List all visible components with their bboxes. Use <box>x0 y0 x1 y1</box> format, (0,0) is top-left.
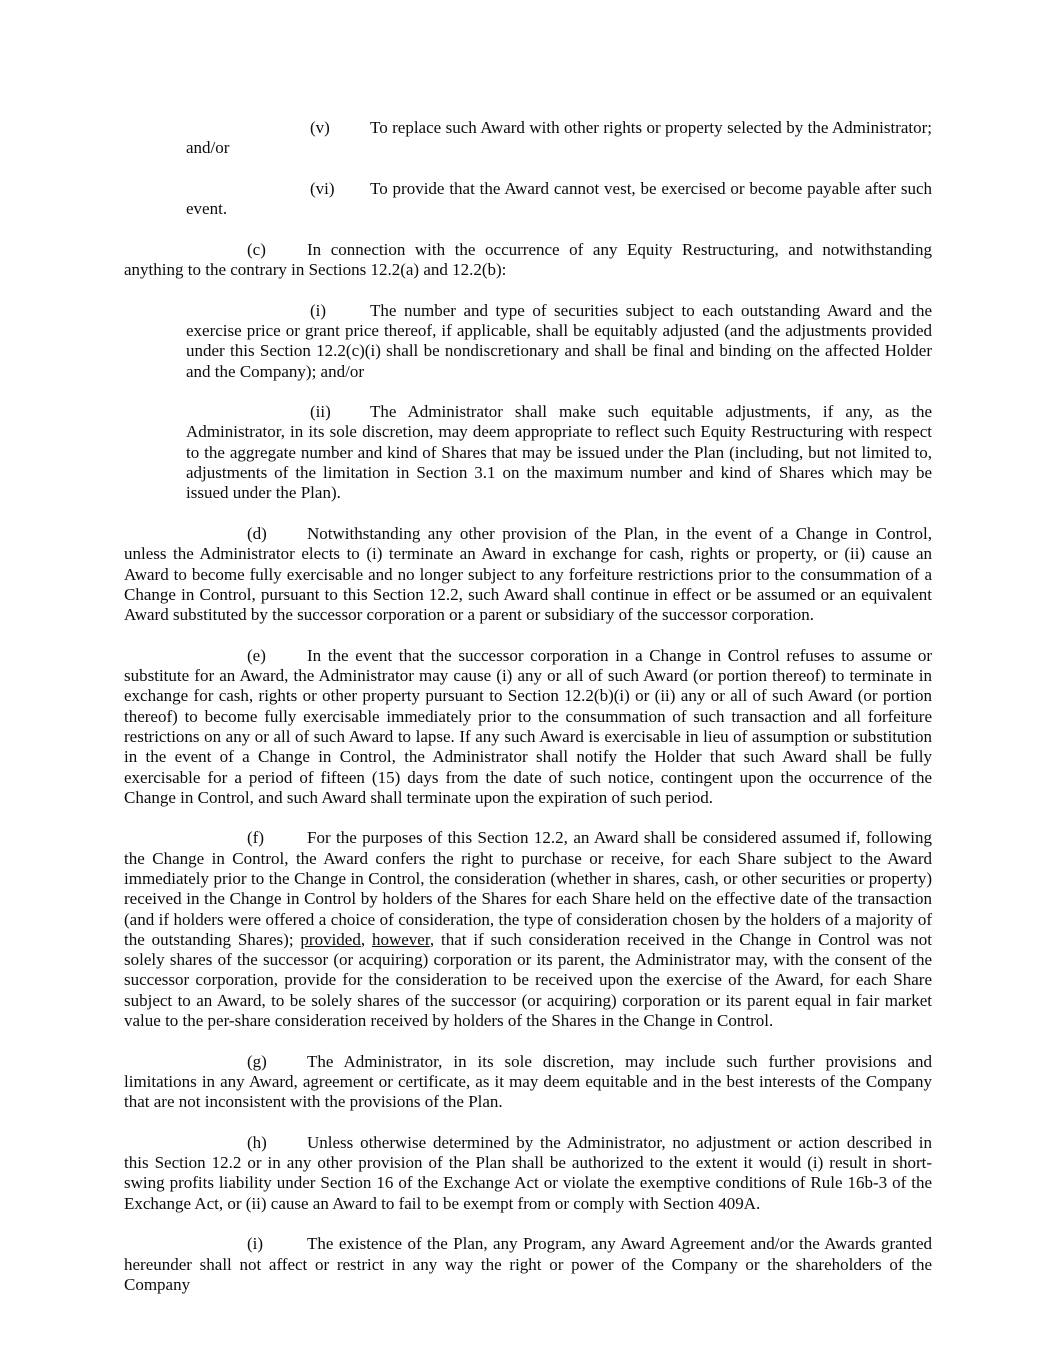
paragraph-label: (i) <box>310 300 327 320</box>
paragraph-i <box>186 301 932 382</box>
paragraph-ii <box>186 402 932 503</box>
paragraph-f <box>124 828 932 1031</box>
paragraph-text: The Administrator shall make such equitable adjustments, if any, as the Administrator, in its sole discretion, may deem appropriate to reflect such Equity Restructuring with respect to the aggregate number and kind of Shares that may be issued under the Plan (including, but not limited to, adjustments of the limitation in Section 3.1 on the maximum number and kind of Shares which may be issued under the Plan). <box>186 402 932 503</box>
paragraph-label: (vi) <box>310 178 335 198</box>
underlined-text: however <box>371 929 430 949</box>
paragraph-label: (i) <box>247 1234 264 1254</box>
paragraph-label: (d) <box>247 523 267 543</box>
paragraph-e <box>124 646 932 808</box>
paragraph-label: (e) <box>247 645 266 665</box>
paragraph-label: (c) <box>247 239 266 259</box>
paragraph-g <box>124 1052 932 1113</box>
paragraph-text: For the purposes of this Section 12.2, an Award shall be considered assumed if, following the Change in Control, the Award confers the right to purchase or receive, for each Share subject to the Award immediately prior to the Change in Control, the consideration (whether in shares, cash, or other securities or property) received in the Change in Control by holders of the Shares for each Share held on the effective date of the transaction (and if holders were offered a choice of consideration, the type of consideration chosen by the holders of a majority of the outstanding Shares); <box>124 828 932 949</box>
paragraph-label: (h) <box>247 1132 267 1152</box>
paragraph-text: , that if such consideration received in the Change in Control was not solely shares of the successor (or acquiring) corporation or its parent, the Administrator may, with the consent of the successor corporation, provide for the consideration to be received upon the exercise of the Award, for each Share subject to an Award, to be solely shares of the successor (or acquiring) corporation or its parent equal in fair market value to the per-share consideration received by holders of the Shares in the Change in Control. <box>124 929 932 1031</box>
paragraph-text: To provide that the Award cannot vest, be exercised or become payable after such event. <box>186 178 932 219</box>
paragraph-text: In connection with the occurrence of any Equity Restructuring, and notwithstanding anything to the contrary in Sections 12.2(a) and 12.2(b): <box>124 239 932 280</box>
paragraph-label: (g) <box>247 1051 267 1071</box>
paragraph-text: In the event that the successor corporation in a Change in Control refuses to assume or substitute for an Award, the Administrator may cause (i) any or all of such Award (or portion thereof) to terminate in exchange for cash, rights or other property pursuant to Section 12.2(b)(i) or (ii) any or all of such Award (or portion thereof) to become fully exercisable immediately prior to the consummation of such transaction and all forfeiture restrictions on any or all of such Award to lapse. If any such Award is exercisable in lieu of assumption or substitution in the event of a Change in Control, the Administrator shall notify the Holder that such Award shall be fully exercisable for a period of fifteen (15) days from the date of such notice, contingent upon the occurrence of the Change in Control, and such Award shall terminate upon the expiration of such period. <box>124 645 932 807</box>
paragraph-v <box>186 118 932 159</box>
paragraph-text: The Administrator, in its sole discretion, may include such further provisions and limitations in any Award, agreement or certificate, as it may deem equitable and in the best interests of the Company that are not inconsistent with the provisions of the Plan. <box>124 1051 932 1112</box>
paragraph-text: The number and type of securities subject to each outstanding Award and the exercise price or grant price thereof, if applicable, shall be equitably adjusted (and the adjustments provided under this Section 12.2(c)(i) shall be nondiscretionary and shall be final and binding on the affected Holder and the Company); and/or <box>186 300 932 381</box>
paragraph-vi <box>186 179 932 220</box>
paragraph-h <box>124 1133 932 1214</box>
paragraph-text: To replace such Award with other rights or property selected by the Administrator; and/or <box>186 118 932 158</box>
underlined-text: provided <box>300 929 361 949</box>
paragraph-label: (ii) <box>310 402 331 422</box>
paragraph-d <box>124 524 932 625</box>
paragraph-i <box>124 1234 932 1295</box>
paragraph-text: Notwithstanding any other provision of the Plan, in the event of a Change in Control, unless the Administrator elects to (i) terminate an Award in exchange for cash, rights or property, or (ii) cause an Award to become fully exercisable and no longer subject to any forfeiture restrictions prior to the consummation of a Change in Control, pursuant to this Section 12.2, such Award shall continue in effect or be assumed or an equivalent Award substituted by the successor corporation or a parent or subsidiary of the successor corporation. <box>124 523 932 625</box>
paragraph-text: The existence of the Plan, any Program, any Award Agreement and/or the Awards granted hereunder shall not affect or restrict in any way the right or power of the Company or the shareholders of the Company <box>124 1234 932 1294</box>
paragraph-c <box>124 240 932 281</box>
paragraph-text: Unless otherwise determined by the Administrator, no adjustment or action described in this Section 12.2 or in any other provision of the Plan shall be authorized to the extent it would (i) result in short-swing profits liability under Section 16 of the Exchange Act or violate the exemptive conditions of Rule 16b-3 of the Exchange Act, or (ii) cause an Award to fail to be exempt from or comply with Section 409A. <box>124 1132 932 1213</box>
document-body <box>124 118 932 1316</box>
paragraph-text: , <box>360 929 372 949</box>
paragraph-label: (v) <box>310 118 330 137</box>
paragraph-label: (f) <box>247 828 264 848</box>
